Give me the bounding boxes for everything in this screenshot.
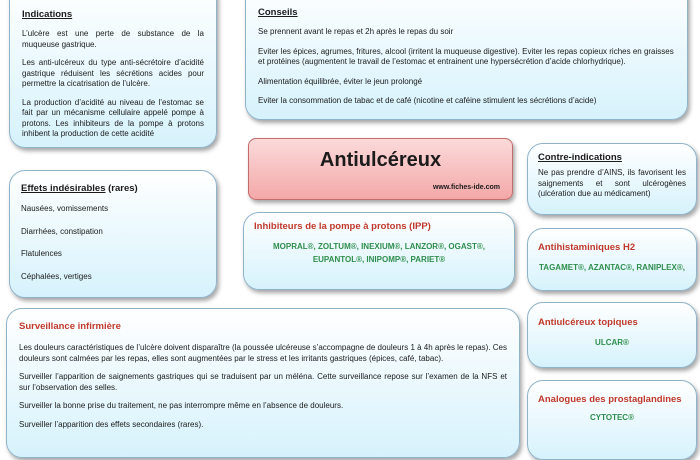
analogues-title: Analogues des prostaglandines	[538, 394, 682, 405]
antihistaminiques-box	[527, 228, 697, 291]
effets-item-3: Flatulences	[21, 249, 62, 258]
topiques-drugs: ULCAR®	[595, 338, 629, 347]
contre-indications-text: Ne pas prendre d’AINS, ils favorisent les saignements et sont ulcérogènes (ulcération due au médicament)	[538, 168, 686, 198]
effets-title: Effets indésirables	[21, 183, 106, 194]
indications-box	[9, 0, 217, 148]
ipp-title: Inhibiteurs de la pompe à protons (IPP)	[254, 221, 431, 232]
topiques-box	[527, 302, 697, 368]
conseils-title: Conseils	[258, 7, 298, 18]
surveillance-paragraph-4: Surveiller l’apparition des effets secondaires (rares).	[19, 419, 204, 429]
site-url: www.fiches-ide.com	[432, 184, 500, 191]
contre-indications-title: Contre-indications	[538, 152, 622, 163]
conseils-paragraph-2: Eviter les épices, agrumes, fritures, alcool (irritent la muqueuse digestive). Eviter les repas copieux riches en graisses et protéines (augmentent le travail de l’estomac et entrainent une hypersécrétion d’acide chlorhydrique).	[258, 46, 674, 66]
title-box	[248, 138, 513, 200]
surveillance-box	[6, 308, 520, 458]
effets-title-row	[21, 183, 205, 194]
antihistaminiques-title: Antihistaminiques H2	[538, 242, 636, 253]
analogues-box	[527, 380, 697, 460]
contre-indications-box	[527, 143, 697, 215]
indications-paragraph-2: Les anti-ulcéreux du type anti-sécrétoire d’acidité gastrique réduisent les sécrétions acides pour permettre la cicatrisation de l’ulcère.	[22, 58, 204, 88]
conseils-paragraph-3: Alimentation équilibrée, éviter le jeun prolongé	[258, 76, 423, 86]
effets-item-2: Diarrhées, constipation	[21, 226, 103, 236]
surveillance-paragraph-3: Surveiller la bonne prise du traitement, ne pas interrompre même en l’absence de douleurs.	[19, 401, 344, 410]
page-title: Antiulcéreux	[319, 149, 442, 171]
conseils-box	[245, 0, 688, 120]
analogues-drugs: CYTOTEC®	[590, 413, 634, 422]
indications-paragraph-3: La production d’acidité au niveau de l’estomac se fait par un mécanisme cellulaire appelé pompe à protons. Les inhibiteurs de la pompe à protons inhibent la production de cette acidité	[22, 97, 204, 138]
effets-title-suffix: (rares)	[108, 183, 138, 194]
conseils-paragraph-4: Eviter la consommation de tabac et de café (nicotine et caféine stimulent les sécrétions d’acide)	[258, 96, 597, 105]
conseils-paragraph-1: Se prennent avant le repas et 2h après le repas du soir	[258, 27, 454, 36]
effets-item-1: Nausées, vomissements	[21, 204, 109, 213]
effets-item-4: Céphalées, vertiges	[21, 271, 92, 281]
ipp-drugs-line-2: EUPANTOL®, INIPOMP®, PARIET®	[312, 255, 446, 264]
surveillance-paragraph-2: Surveiller l’apparition de saignements gastriques qui se traduisent par un méléna. Cette surveillance repose sur l’examen de la NFS et sur l’observation des selles.	[19, 372, 507, 392]
topiques-title: Antiulcéreux topiques	[538, 317, 638, 328]
surveillance-title: Surveillance infirmière	[19, 321, 121, 332]
antihistaminiques-drugs: TAGAMET®, AZANTAC®, RANIPLEX®,	[539, 263, 685, 272]
surveillance-paragraph-1: Les douleurs caractéristiques de l’ulcère doivent disparaître (la poussée ulcéreuse s’accompagne de douleurs 1 à 4h après le repas). Ces douleurs sont calmées par les repas, elles sont augmentées par le stress et les irritants gastriques (épices, café, tabac).	[19, 343, 507, 363]
ipp-drugs-line-1: MOPRAL®, ZOLTUM®, INEXIUM®, LANZOR®, OGAST®,	[273, 242, 485, 251]
ipp-box	[243, 212, 515, 290]
indications-title: Indications	[22, 9, 73, 20]
indications-paragraph-1: L’ulcère est une perte de substance de la muqueuse gastrique.	[22, 29, 204, 49]
effets-box	[9, 170, 217, 298]
